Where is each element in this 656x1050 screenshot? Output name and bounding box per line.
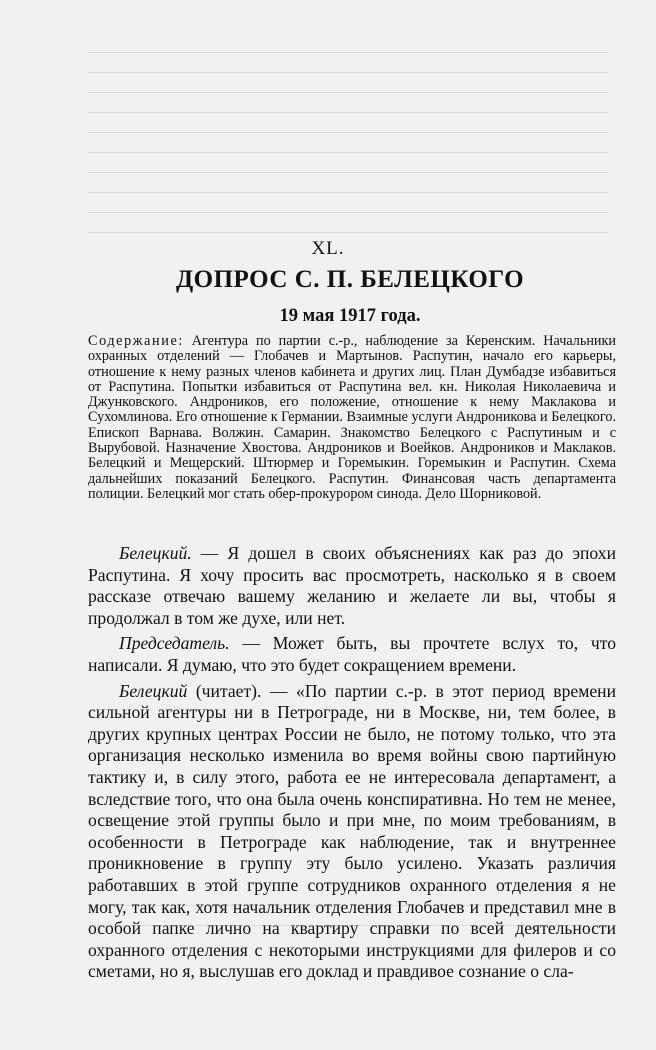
paragraph-text: — Я дошел в своих объяснениях как раз до эпохи Распутина. Я хочу просить вас просмотреть, насколько я в своем рассказе отвечаю вашему желанию и желаете ли вы, чтобы я продолжал в том же духе, или нет. [88,543,616,628]
chapter-date: 19 мая 1917 года. [279,306,421,326]
speaker-name: Председатель. [119,633,230,654]
bleed-through-text [88,52,608,252]
summary-text: Агентура по партии с.-р., наблюдение за Керенским. Начальники охранных отделений — Глобачев и Мартынов. Распутин, начало его карьеры, отношение к нему разных членов кабинета и других лиц. План Думбадзе избавиться от Распутина. Попытки избавиться от Распутина вел. кн. Николая Николаевича и Джунковского. Андроников, его положение, отношение к нему Маклакова и Сухомлинова. Его отношение к Германии. Взаимные услуги Андроникова и Белецкого. Епископ Варнава. Волжин. Самарин. Знакомство Белецкого с Распутиным и с Вырубовой. Назначение Хвостова. Андроников и Воейков. Андроников и Маклаков. Белецкий и Мещерский. Штюрмер и Горемыкин. Горемыкин и Распутин. Схема дальнейших показаний Белецкого. Распутин. Финансовая часть департамента полиции. Белецкий мог стать обер-прокурором синода. Дело Шорниковой. [88,333,616,502]
paragraph [88,543,616,629]
summary-label: Содержание: [88,333,184,349]
chapter-number: XL. [311,238,345,259]
bleed-through-text-bottom [88,905,608,945]
speaker-name: Белецкий [119,680,188,701]
paragraph-text: — «По партии с.-р. в этот период времени сильной агентуры ни в Петрограде, ни в Москве, ни, тем более, в других крупных центрах России не было, не потому только, что эта организация несколько изменила во время войны свою партийную тактику и, в силу этого, работа ее не интересовала департамент, а вследствие того, что она была очень конспиративна. Но тем не менее, освещение этой группы было и при мне, по моим требованиям, в особенности в Петрограде как наблюдение, так и внутреннее проникновение в группу эту было усилено. Указать различия работавших в этой группе сотрудников охранного отделения я не могу, так как, хотя начальник отделения Глобачев и представил мне в особой папке лично на квартиру справки по всей деятельности охранного отделения с некоторыми инструкциями для филеров и со сметами, но я, выслушав его доклад и правдивое сознание о сла- [88,680,616,982]
chapter-title: ДОПРОС С. П. БЕЛЕЦКОГО [175,266,525,293]
paragraph-text: — Может быть, вы прочтете вслух то, что написали. Я думаю, что это будет сокращением времени. [88,633,616,675]
paragraph [88,633,616,676]
chapter-summary [88,334,616,502]
speaker-note: (читает). [187,680,262,701]
speaker-name: Белецкий. [119,543,192,563]
